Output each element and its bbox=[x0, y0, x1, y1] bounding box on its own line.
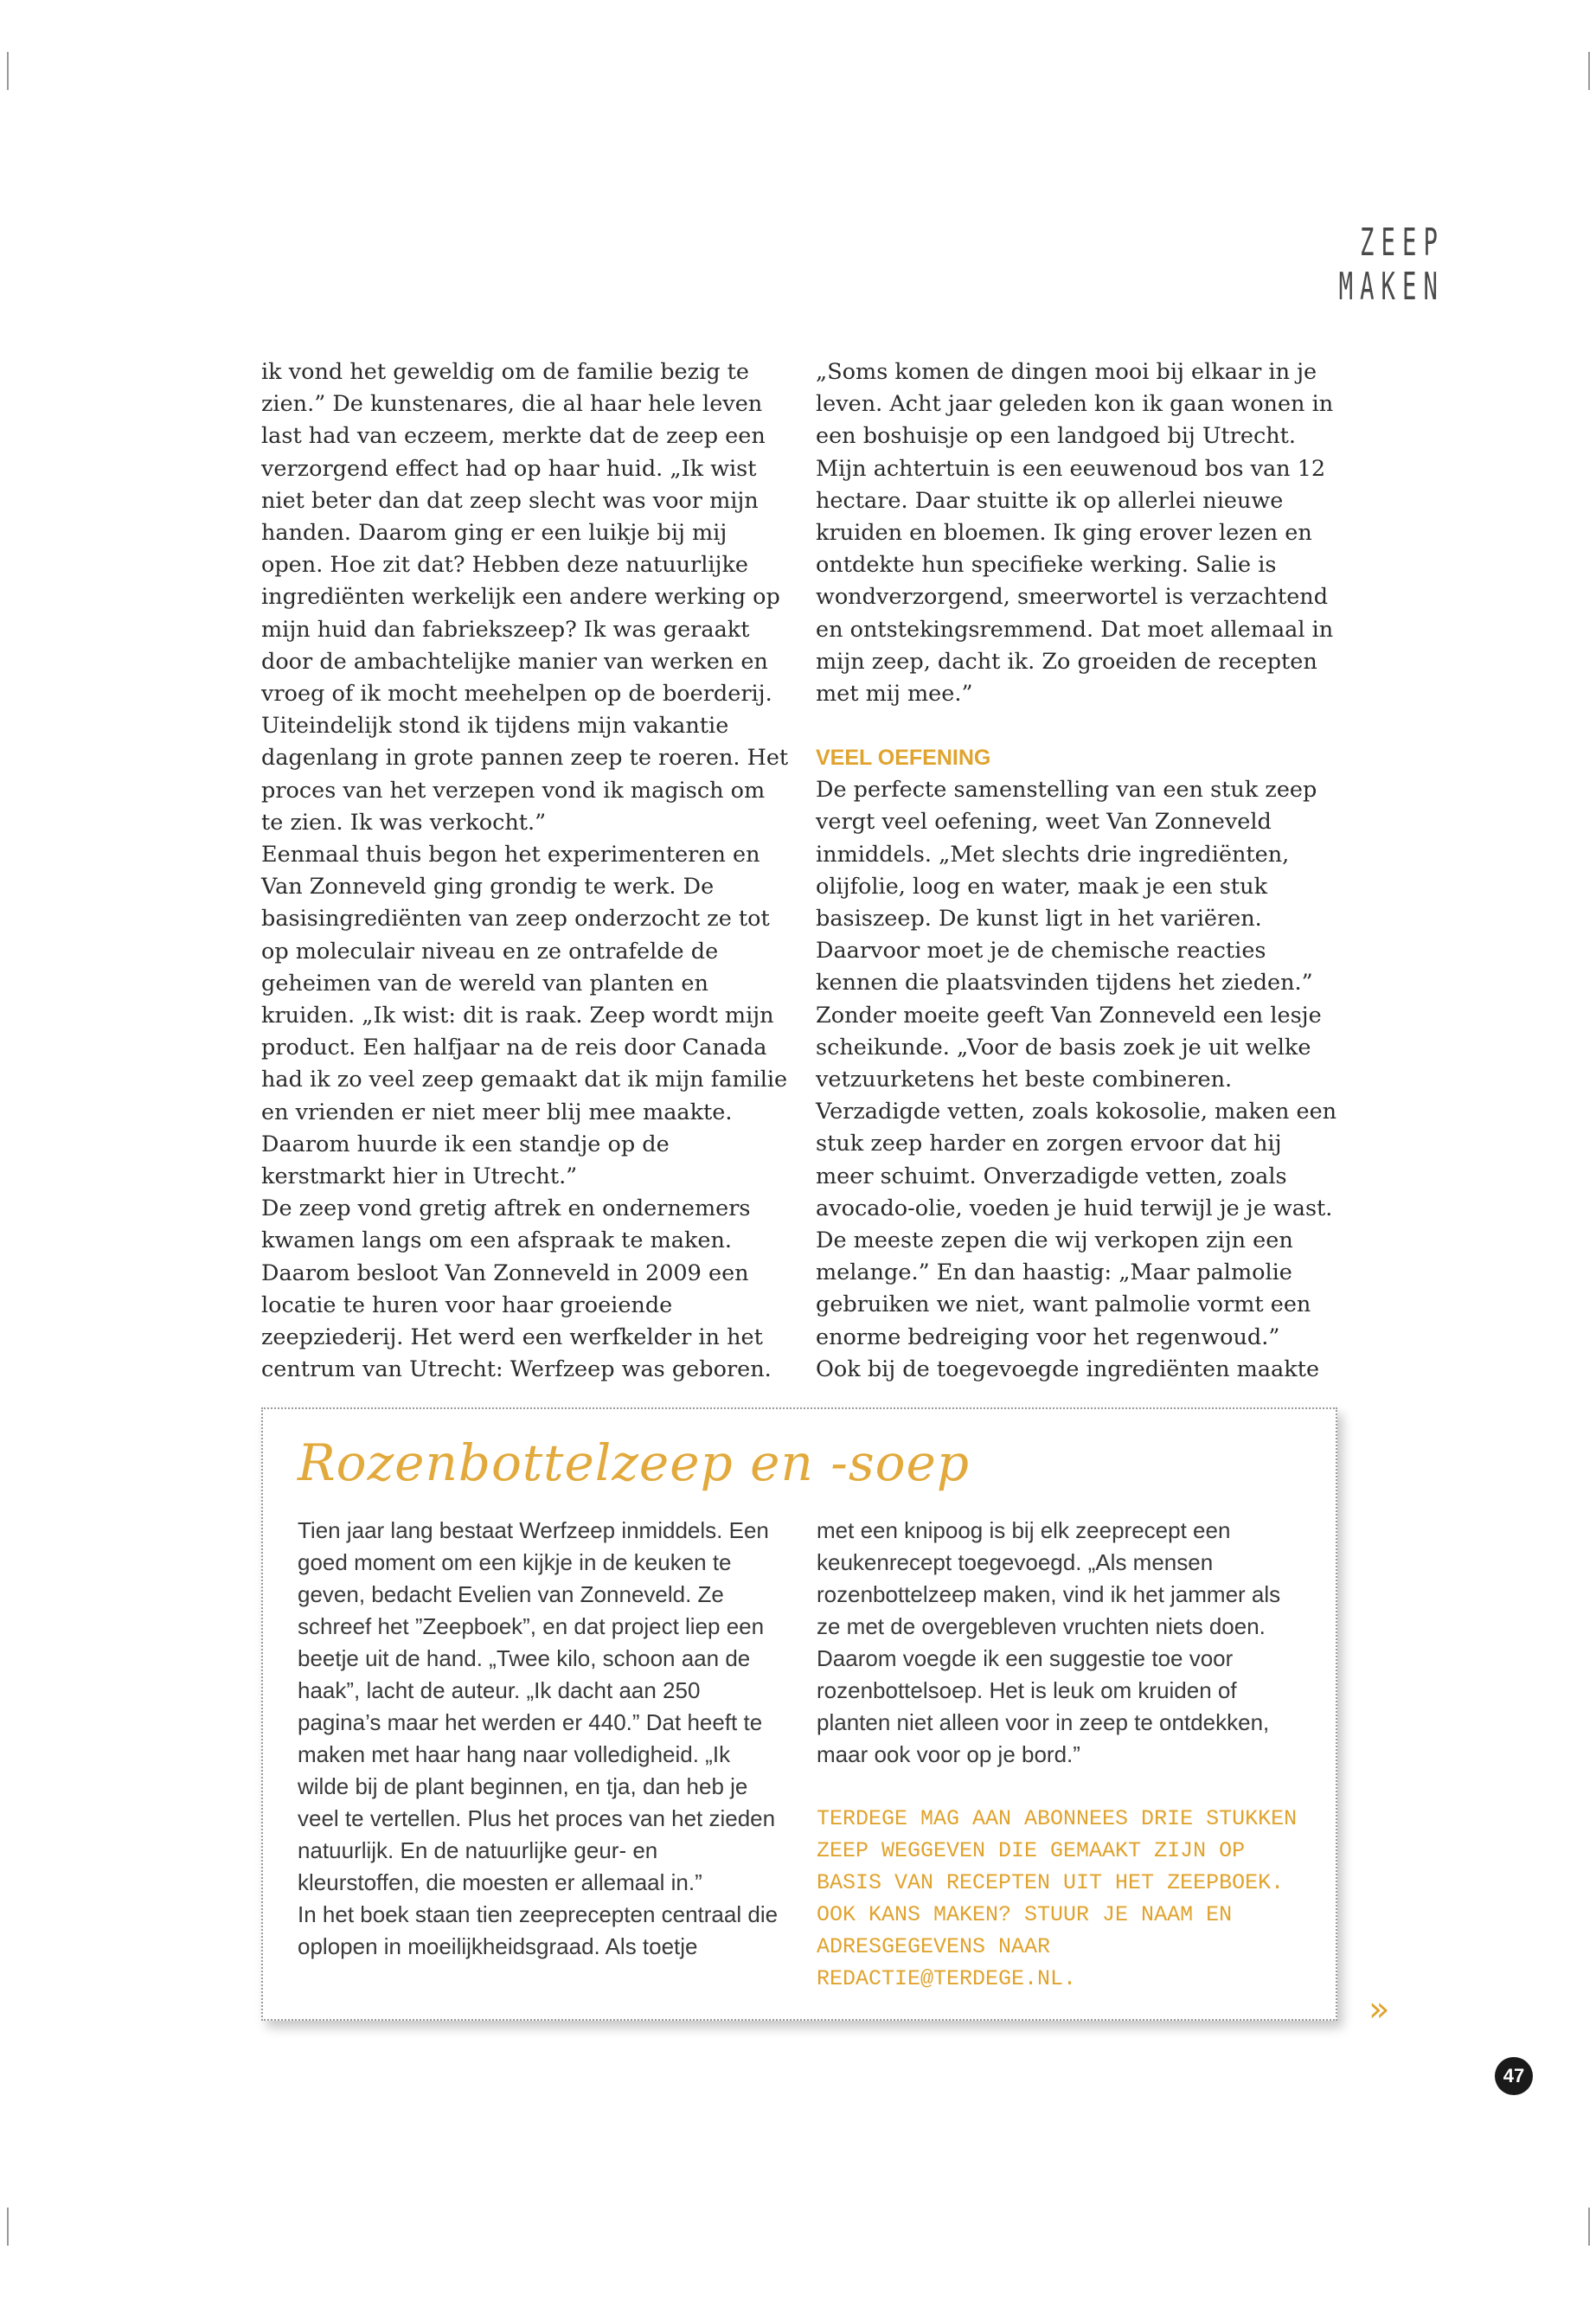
sidebar-title: Rozenbottelzeep en -soep bbox=[298, 1433, 970, 1492]
article-paragraph: Ook bij de toegevoegde ingrediënten maakte bbox=[816, 1356, 1320, 1382]
article-left-column bbox=[261, 356, 789, 1387]
sidebar-paragraph: In het boek staan tien zeeprecepten centraal die oplopen in moeilijkheidsgraad. Als toetje bbox=[298, 1901, 779, 1959]
crop-mark-top-left bbox=[7, 52, 9, 90]
article-paragraph: ik vond het geweldig om de familie bezig te zien.” De kunstenares, die al haar hele leven last had van eczeem, merkte dat de zeep een verzorgend effect had op haar huid. „Ik wist niet beter dan dat zeep slecht was voor mijn handen. Daarom ging er een luikje bij mij open. Hoe zit dat? Hebben deze natuurlijke ingrediënten werkelijk een andere werking op mijn huid dan fabriekszeep? Ik was geraakt door de ambachtelijke manier van werken en vroeg of ik mocht meehelpen op de boerderij. Uiteindelijk stond ik tijdens mijn vakantie dagenlang in grote pannen zeep te roeren. Het proces van het verzepen vond ik magisch om te zien. Ik was verkocht.” bbox=[261, 359, 789, 836]
article-right-column bbox=[816, 356, 1343, 1386]
sidebar-right-column bbox=[817, 1515, 1301, 1995]
sidebar-paragraph: met een knipoog is bij elk zeeprecept een keukenrecept toegevoegd. „Als mensen rozenbottelzeep maken, vind ik het jammer als ze met de overgebleven vruchten niets doen. Daarom voegde ik een suggestie toe voor rozenbottelsoep. Het is leuk om kruiden of planten niet alleen voor in zeep te ontdekken, maar ook voor op je bord.” bbox=[817, 1517, 1281, 1767]
crop-mark-bottom-right bbox=[1588, 2208, 1590, 2246]
article-paragraph: Eenmaal thuis begon het experimenteren en Van Zonneveld ging grondig te werk. De basisingrediënten van zeep onderzocht ze tot op moleculair niveau en ze ontrafelde de geheimen van de wereld van planten en kruiden. „Ik wist: dit is raak. Zeep wordt mijn product. Een halfjaar na de reis door Canada had ik zo veel zeep gemaakt dat ik mijn familie en vrienden er niet meer blij mee maakte. Daarom huurde ik een standje op de kerstmarkt hier in Utrecht.” bbox=[261, 842, 788, 1190]
sidebar-promo: TERDEGE MAG AAN ABONNEES DRIE STUKKEN ZEEP WEGGEVEN DIE GEMAAKT ZIJN OP BASIS VAN RECEPTEN UIT HET ZEEPBOEK. OOK KANS MAKEN? STUUR JE NAAM EN ADRESGEGEVENS NAAR REDACTIE@TERDEGE.NL. bbox=[817, 1806, 1298, 1991]
article-subheading: VEEL OEFENING bbox=[816, 746, 991, 771]
page-number: 47 bbox=[1495, 2057, 1533, 2095]
crop-mark-bottom-left bbox=[7, 2208, 9, 2246]
sidebar-box bbox=[261, 1407, 1337, 2021]
crop-mark-top-right bbox=[1588, 52, 1590, 90]
sidebar-left-column bbox=[298, 1515, 782, 1963]
article-paragraph: „Soms komen de dingen mooi bij elkaar in je leven. Acht jaar geleden kon ik gaan wonen in een boshuisje op een landgoed bij Utrecht. Mijn achtertuin is een eeuwenoud bos van 12 hectare. Daar stuitte ik op allerlei nieuwe kruiden en bloemen. Ik ging erover lezen en ontdekte hun specifieke werking. Salie is wondverzorgend, smeerwortel is verzachtend en ontstekingsremmend. Dat moet allemaal in mijn zeep, dacht ik. Zo groeiden de recepten met mij mee.” bbox=[816, 359, 1334, 708]
section-header: ZEEP MAKEN bbox=[1338, 221, 1445, 309]
article-paragraph: De zeep vond gretig aftrek en ondernemers kwamen langs om een afspraak te maken. Daarom besloot Van Zonneveld in 2009 een locatie te huren voor haar groeiende zeepziederij. Het werd een werfkelder in het centrum van Utrecht: Werfzeep was geboren. bbox=[261, 1195, 772, 1383]
continue-icon: » bbox=[1368, 1990, 1390, 2029]
article-paragraph: De perfecte samenstelling van een stuk zeep vergt veel oefening, weet Van Zonneveld inmiddels. „Met slechts drie ingrediënten, olijfolie, loog en water, maak je een stuk basiszeep. De kunst ligt in het variëren. Daarvoor moet je de chemische reacties kennen die plaatsvinden tijdens het zieden.” Zonder moeite geeft Van Zonneveld een lesje scheikunde. „Voor de basis zoek je uit welke vetzuurketens het beste combineren. Verzadigde vetten, zoals kokosolie, maken een stuk zeep harder en zorgen ervoor dat hij meer schuimt. Onverzadigde vetten, zoals avocado-olie, voeden je huid terwijl je je wast. De meeste zepen die wij verkopen zijn een melange.” En dan haastig: „Maar palmolie gebruiken we niet, want palmolie vormt een enorme bedreiging voor het regenwoud.” bbox=[816, 777, 1337, 1350]
sidebar-paragraph: Tien jaar lang bestaat Werfzeep inmiddels. Een goed moment om een kijkje in de keuken te geven, bedacht Evelien van Zonneveld. Ze schreef het ”Zeepboek”, en dat project liep een beetje uit de hand. „Twee kilo, schoon aan de haak”, lacht de auteur. „Ik dacht aan 250 pagina’s maar het werden er 440.” Dat heeft te maken met haar hang naar volledigheid. „Ik wilde bij de plant beginnen, en tja, dan heb je veel te vertellen. Plus het proces van het zieden natuurlijk. En de natuurlijke geur- en kleurstoffen, die moesten er allemaal in.” bbox=[298, 1517, 776, 1895]
